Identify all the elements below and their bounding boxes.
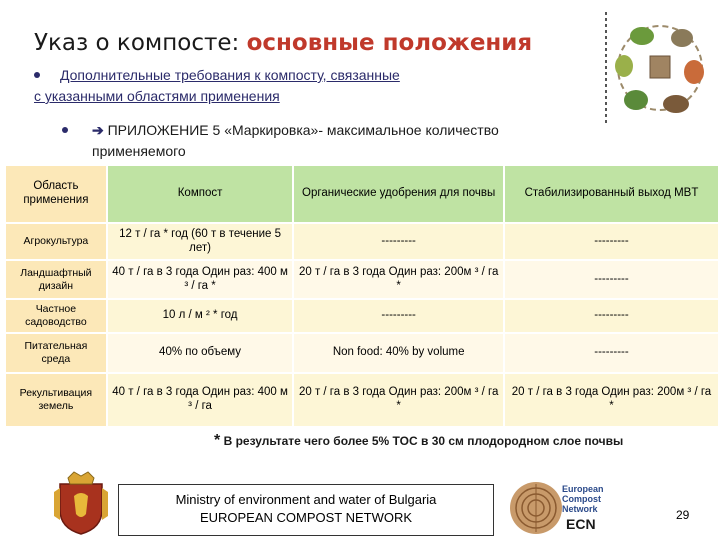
header-organic: Органические удобрения для почвы bbox=[294, 166, 503, 222]
footnote bbox=[214, 432, 623, 450]
ecn-line3: Network bbox=[562, 504, 598, 514]
row-area: Рекультивация земель bbox=[6, 374, 106, 426]
title-accent: основные положения bbox=[246, 30, 533, 56]
bulgaria-coat-of-arms-icon bbox=[52, 470, 110, 536]
table-header-row bbox=[6, 166, 718, 222]
bullet2-line2: применяемого bbox=[92, 143, 186, 159]
header-area: Область применения bbox=[6, 166, 106, 222]
cell-organic: --------- bbox=[294, 224, 503, 259]
ecn-line2: Compost bbox=[562, 494, 601, 504]
table-row bbox=[6, 224, 718, 259]
cell-mbt: --------- bbox=[505, 334, 718, 372]
row-area: Питательная среда bbox=[6, 334, 106, 372]
bullet2-text: ПРИЛОЖЕНИЕ 5 «Маркировка»- максимальное количество bbox=[103, 122, 499, 138]
cell-compost: 40 т / га в 3 года Один раз: 400 м ³ / га bbox=[108, 374, 293, 426]
row-area: Агрокультура bbox=[6, 224, 106, 259]
header-mbt: Стабилизированный выход MBT bbox=[505, 166, 718, 222]
bullet2-line1 bbox=[92, 122, 499, 139]
footnote-text: В результате чего более 5% TOC в 30 см плодородном слое почвы bbox=[220, 434, 624, 448]
bullet1-line1: Дополнительные требования к компосту, связанные bbox=[60, 67, 400, 83]
bullet1-line2: с указанными областями применения bbox=[34, 88, 280, 104]
row-area: Ландшафтный дизайн bbox=[6, 261, 106, 298]
cell-organic: --------- bbox=[294, 300, 503, 332]
page-number: 29 bbox=[676, 508, 690, 522]
bullet-dot bbox=[34, 72, 40, 78]
cell-mbt: 20 т / га в 3 года Один раз: 200м ³ / га * bbox=[505, 374, 718, 426]
table-row bbox=[6, 334, 718, 372]
header-compost: Компост bbox=[108, 166, 293, 222]
cell-organic: 20 т / га в 3 года Один раз: 200м ³ / га * bbox=[294, 261, 503, 298]
table-row bbox=[6, 300, 718, 332]
ecn-abbr: ECN bbox=[566, 516, 596, 532]
ecn-logo bbox=[508, 480, 620, 536]
cell-compost: 10 л / м ² * год bbox=[108, 300, 293, 332]
cell-organic: Non food: 40% by volume bbox=[294, 334, 503, 372]
footnote-star: * bbox=[214, 432, 221, 449]
ecn-line1: European bbox=[562, 484, 604, 494]
application-limits-table bbox=[4, 164, 720, 428]
row-area: Частное садоводство bbox=[6, 300, 106, 332]
table-row bbox=[6, 374, 718, 426]
table-row bbox=[6, 261, 718, 298]
compost-cycle-illustration bbox=[598, 8, 716, 128]
bullet-dot bbox=[62, 127, 68, 133]
arrow-right-icon: ➔ bbox=[92, 122, 104, 138]
title-prefix: Указ о компосте: bbox=[34, 30, 247, 56]
ministry-name: Ministry of environment and water of Bulgaria bbox=[175, 492, 437, 507]
cell-mbt: --------- bbox=[505, 300, 718, 332]
ministry-box bbox=[118, 484, 494, 536]
cell-organic: 20 т / га в 3 года Один раз: 200м ³ / га * bbox=[294, 374, 503, 426]
page-title bbox=[34, 30, 532, 56]
cell-mbt: --------- bbox=[505, 261, 718, 298]
cell-compost: 40% по объему bbox=[108, 334, 293, 372]
cell-compost: 12 т / га * год (60 т в течение 5 лет) bbox=[108, 224, 293, 259]
tree-rings-icon bbox=[508, 480, 564, 536]
network-name: EUROPEAN COMPOST NETWORK bbox=[199, 510, 413, 525]
cell-mbt: --------- bbox=[505, 224, 718, 259]
cell-compost: 40 т / га в 3 года Один раз: 400 м ³ / га * bbox=[108, 261, 293, 298]
